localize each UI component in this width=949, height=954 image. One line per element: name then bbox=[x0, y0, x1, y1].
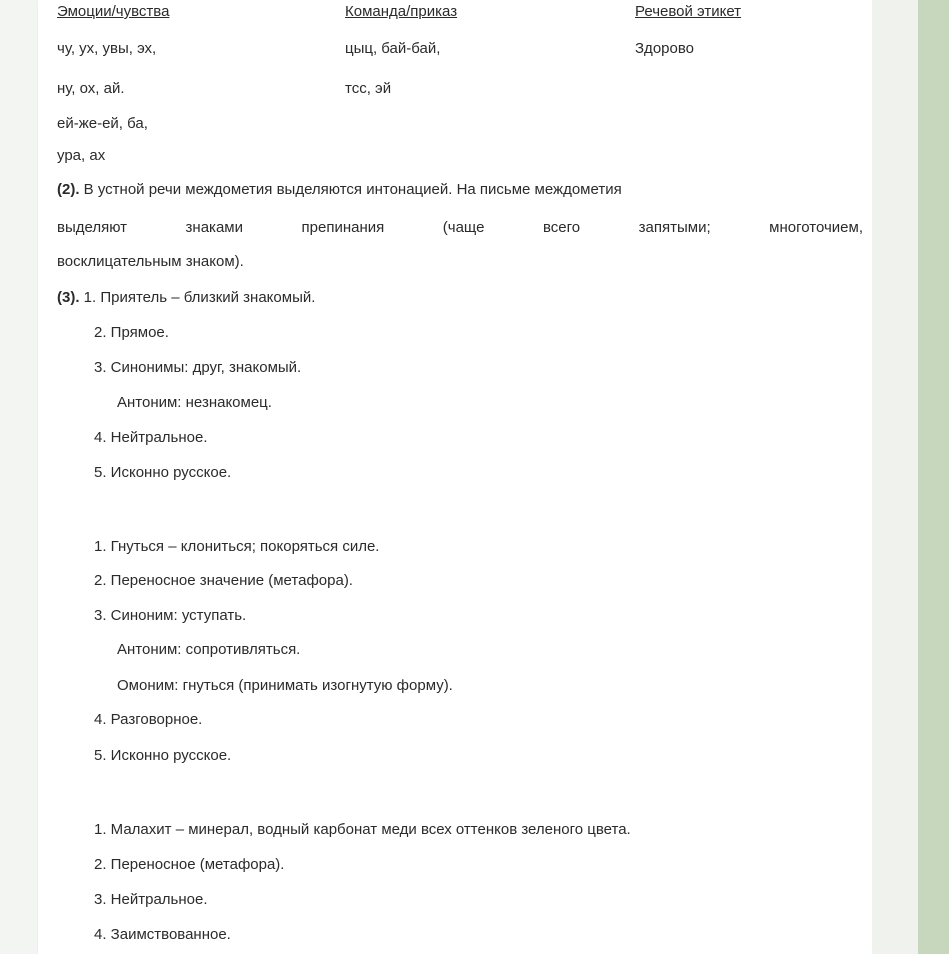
list-item: 3. Синоним: уступать. bbox=[94, 607, 247, 624]
table-cell: ей-же-ей, ба, bbox=[57, 115, 148, 132]
list-item: 3. Нейтральное. bbox=[94, 891, 208, 908]
paragraph-marker: (3). bbox=[57, 289, 80, 306]
paragraph-2-line-1 bbox=[57, 180, 622, 200]
table-cell: цыц, бай-бай, bbox=[345, 40, 441, 57]
list-item: 3. Синонимы: друг, знакомый. bbox=[94, 359, 302, 376]
list-item: 1. Малахит – минерал, водный карбонат меди всех оттенков зеленого цвета. bbox=[94, 821, 631, 838]
table-cell: чу, ух, увы, эх, bbox=[57, 40, 157, 57]
list-item: 4. Заимствованное. bbox=[94, 926, 231, 943]
column-header-emotions: Эмоции/чувства bbox=[57, 3, 170, 20]
list-item: 1. Приятель – близкий знакомый. bbox=[83, 289, 316, 306]
paragraph-2-line-2: выделяют знаками препинания (чаще всего запятыми; многоточием, bbox=[57, 219, 863, 236]
list-item: 2. Переносное значение (метафора). bbox=[94, 572, 353, 589]
list-item: 4. Разговорное. bbox=[94, 711, 203, 728]
page-gutter bbox=[872, 0, 918, 954]
list-item: 5. Исконно русское. bbox=[94, 464, 232, 481]
list-item: Антоним: сопротивляться. bbox=[117, 641, 301, 658]
list-item: 5. Исконно русское. bbox=[94, 747, 232, 764]
column-header-etiquette: Речевой этикет bbox=[635, 3, 742, 20]
list-item: 2. Прямое. bbox=[94, 324, 169, 341]
paragraph-marker: (2). bbox=[57, 181, 80, 198]
list-item: 2. Переносное (метафора). bbox=[94, 856, 285, 873]
table-cell: Здорово bbox=[635, 40, 694, 57]
right-side-panel bbox=[918, 0, 949, 954]
list-item: Омоним: гнуться (принимать изогнутую форму). bbox=[117, 677, 453, 694]
table-cell: ну, ох, ай. bbox=[57, 80, 125, 97]
table-cell: ура, ах bbox=[57, 147, 106, 164]
paragraph-text: В устной речи междометия выделяются интонацией. На письме междометия bbox=[83, 181, 622, 198]
list-item: Антоним: незнакомец. bbox=[117, 394, 272, 411]
left-margin bbox=[0, 0, 38, 954]
paragraph-3-line-1 bbox=[57, 288, 315, 308]
list-item: 1. Гнуться – клониться; покоряться силе. bbox=[94, 538, 380, 555]
table-cell: тсс, эй bbox=[345, 80, 392, 97]
paragraph-2-line-3: восклицательным знаком). bbox=[57, 253, 244, 270]
list-item: 4. Нейтральное. bbox=[94, 429, 208, 446]
column-header-commands: Команда/приказ bbox=[345, 3, 458, 20]
